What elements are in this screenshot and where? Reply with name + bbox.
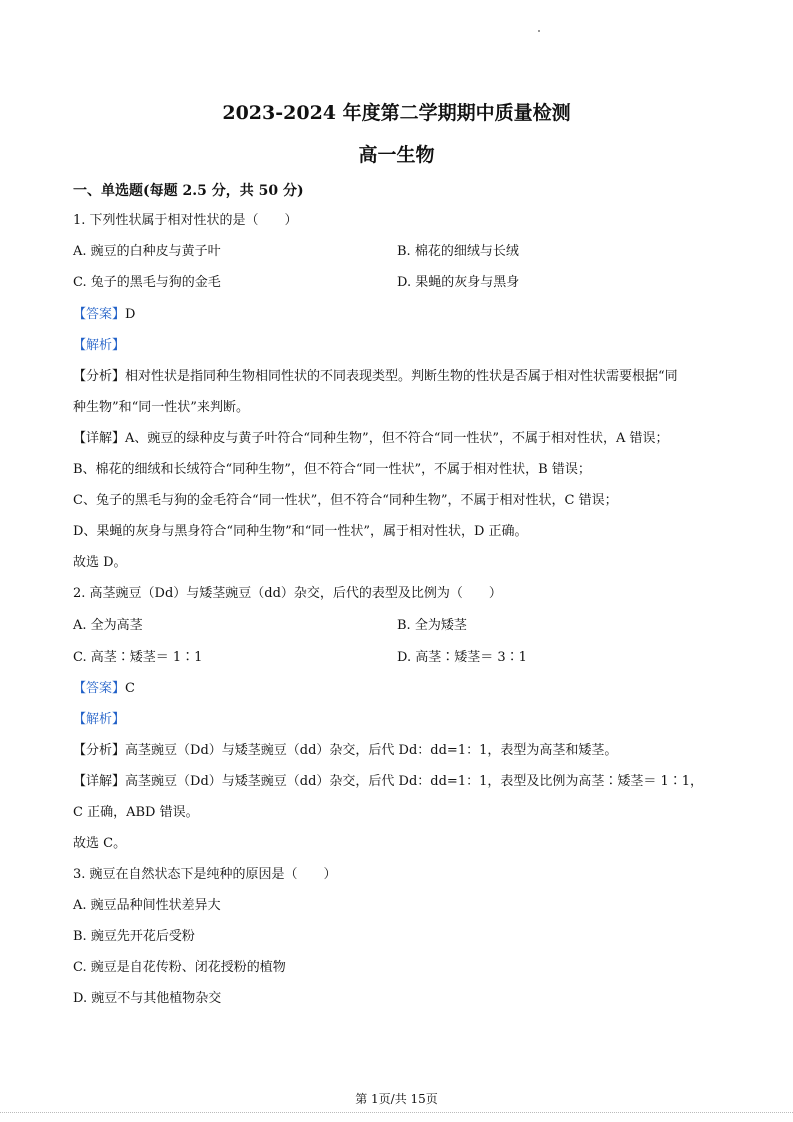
q1-fenxi-line-2: 种生物”和“同一性状”来判断。 [73,400,249,415]
fenxi-text: 高茎豌豆（Dd）与矮茎豌豆（dd）杂交，后代 Dd：dd=1：1，表型为高茎和矮茎。 [125,743,618,758]
fenxi-tag: 【分析】 [73,743,126,758]
answer-tag: 【答案】 [73,681,126,696]
q1-option-b: B. 棉花的细绒与长绒 [397,244,519,259]
page-number: 第 1页/共 15页 [355,1092,438,1106]
xiangjie-text: 高茎豌豆（Dd）与矮茎豌豆（dd）杂交，后代 Dd：dd=1：1，表型及比例为高茎∶矮茎＝ 1∶1， [125,774,704,789]
q3-option-d: D. 豌豆不与其他植物杂交 [73,991,222,1006]
page-bottom-divider [0,1112,793,1113]
fenxi-text: 相对性状是指同种生物相同性状的不同表现类型。判断生物的性状是否属于相对性状需要根据“同 [125,369,678,384]
q1-xiangjie-line-2: B、棉花的细绒和长绒符合“同种生物”，但不符合“同一性状”，不属于相对性状，B 错误； [73,462,591,477]
q2-option-a: A. 全为高茎 [73,618,143,633]
q1-answer [73,306,135,324]
q2-stem: 2. 高茎豌豆（Dd）与矮茎豌豆（dd）杂交，后代的表型及比例为（ ） [73,586,502,601]
answer-value: C [125,681,135,696]
q2-option-d: D. 高茎∶矮茎＝ 3∶1 [397,650,527,665]
answer-tag: 【答案】 [73,307,126,322]
xiangjie-tag: 【详解】 [73,431,126,446]
q2-xiangjie-line-1 [73,773,703,791]
fenxi-tag: 【分析】 [73,369,126,384]
section-heading: 一、单选题(每题 2.5 分，共 50 分) [73,183,304,199]
q3-option-a: A. 豌豆品种间性状差异大 [73,898,221,913]
speck-mark [538,30,540,32]
q1-xiangjie-line-3: C、兔子的黑毛与狗的金毛符合“同一性状”，但不符合“同种生物”，不属于相对性状，C 错误； [73,493,618,508]
q1-fenxi-line-1 [73,368,678,386]
q1-conclusion: 故选 D。 [73,555,127,570]
answer-value: D [125,307,136,322]
subject-title: 高一生物 [358,144,435,166]
xiangjie-text: A、豌豆的绿种皮与黄子叶符合“同种生物”，但不符合“同一性状”，不属于相对性状，A 错误； [125,431,669,446]
q2-xiangjie-line-2: C 正确，ABD 错误。 [73,805,199,820]
q2-conclusion: 故选 C。 [73,836,127,851]
q1-option-a: A. 豌豆的白种皮与黄子叶 [73,244,221,259]
q1-option-d: D. 果蝇的灰身与黑身 [397,275,520,290]
q1-analysis-tag: 【解析】 [73,338,126,353]
xiangjie-tag: 【详解】 [73,774,126,789]
exam-title: 2023-2024 年度第二学期期中质量检测 [222,102,571,124]
q1-stem: 1. 下列性状属于相对性状的是（ ） [73,213,298,228]
q2-answer [73,680,135,698]
q3-option-b: B. 豌豆先开花后受粉 [73,929,195,944]
q1-option-c: C. 兔子的黑毛与狗的金毛 [73,275,221,290]
q1-xiangjie-line-4: D、果蝇的灰身与黑身符合“同种生物”和“同一性状”，属于相对性状，D 正确。 [73,524,528,539]
q3-option-c: C. 豌豆是自花传粉、闭花授粉的植物 [73,960,286,975]
q2-option-c: C. 高茎∶矮茎＝ 1∶1 [73,650,203,665]
q2-option-b: B. 全为矮茎 [397,618,467,633]
q1-xiangjie-line-1 [73,430,669,448]
q2-analysis-tag: 【解析】 [73,712,126,727]
q2-fenxi-line-1 [73,742,617,760]
q3-stem: 3. 豌豆在自然状态下是纯种的原因是（ ） [73,867,337,882]
